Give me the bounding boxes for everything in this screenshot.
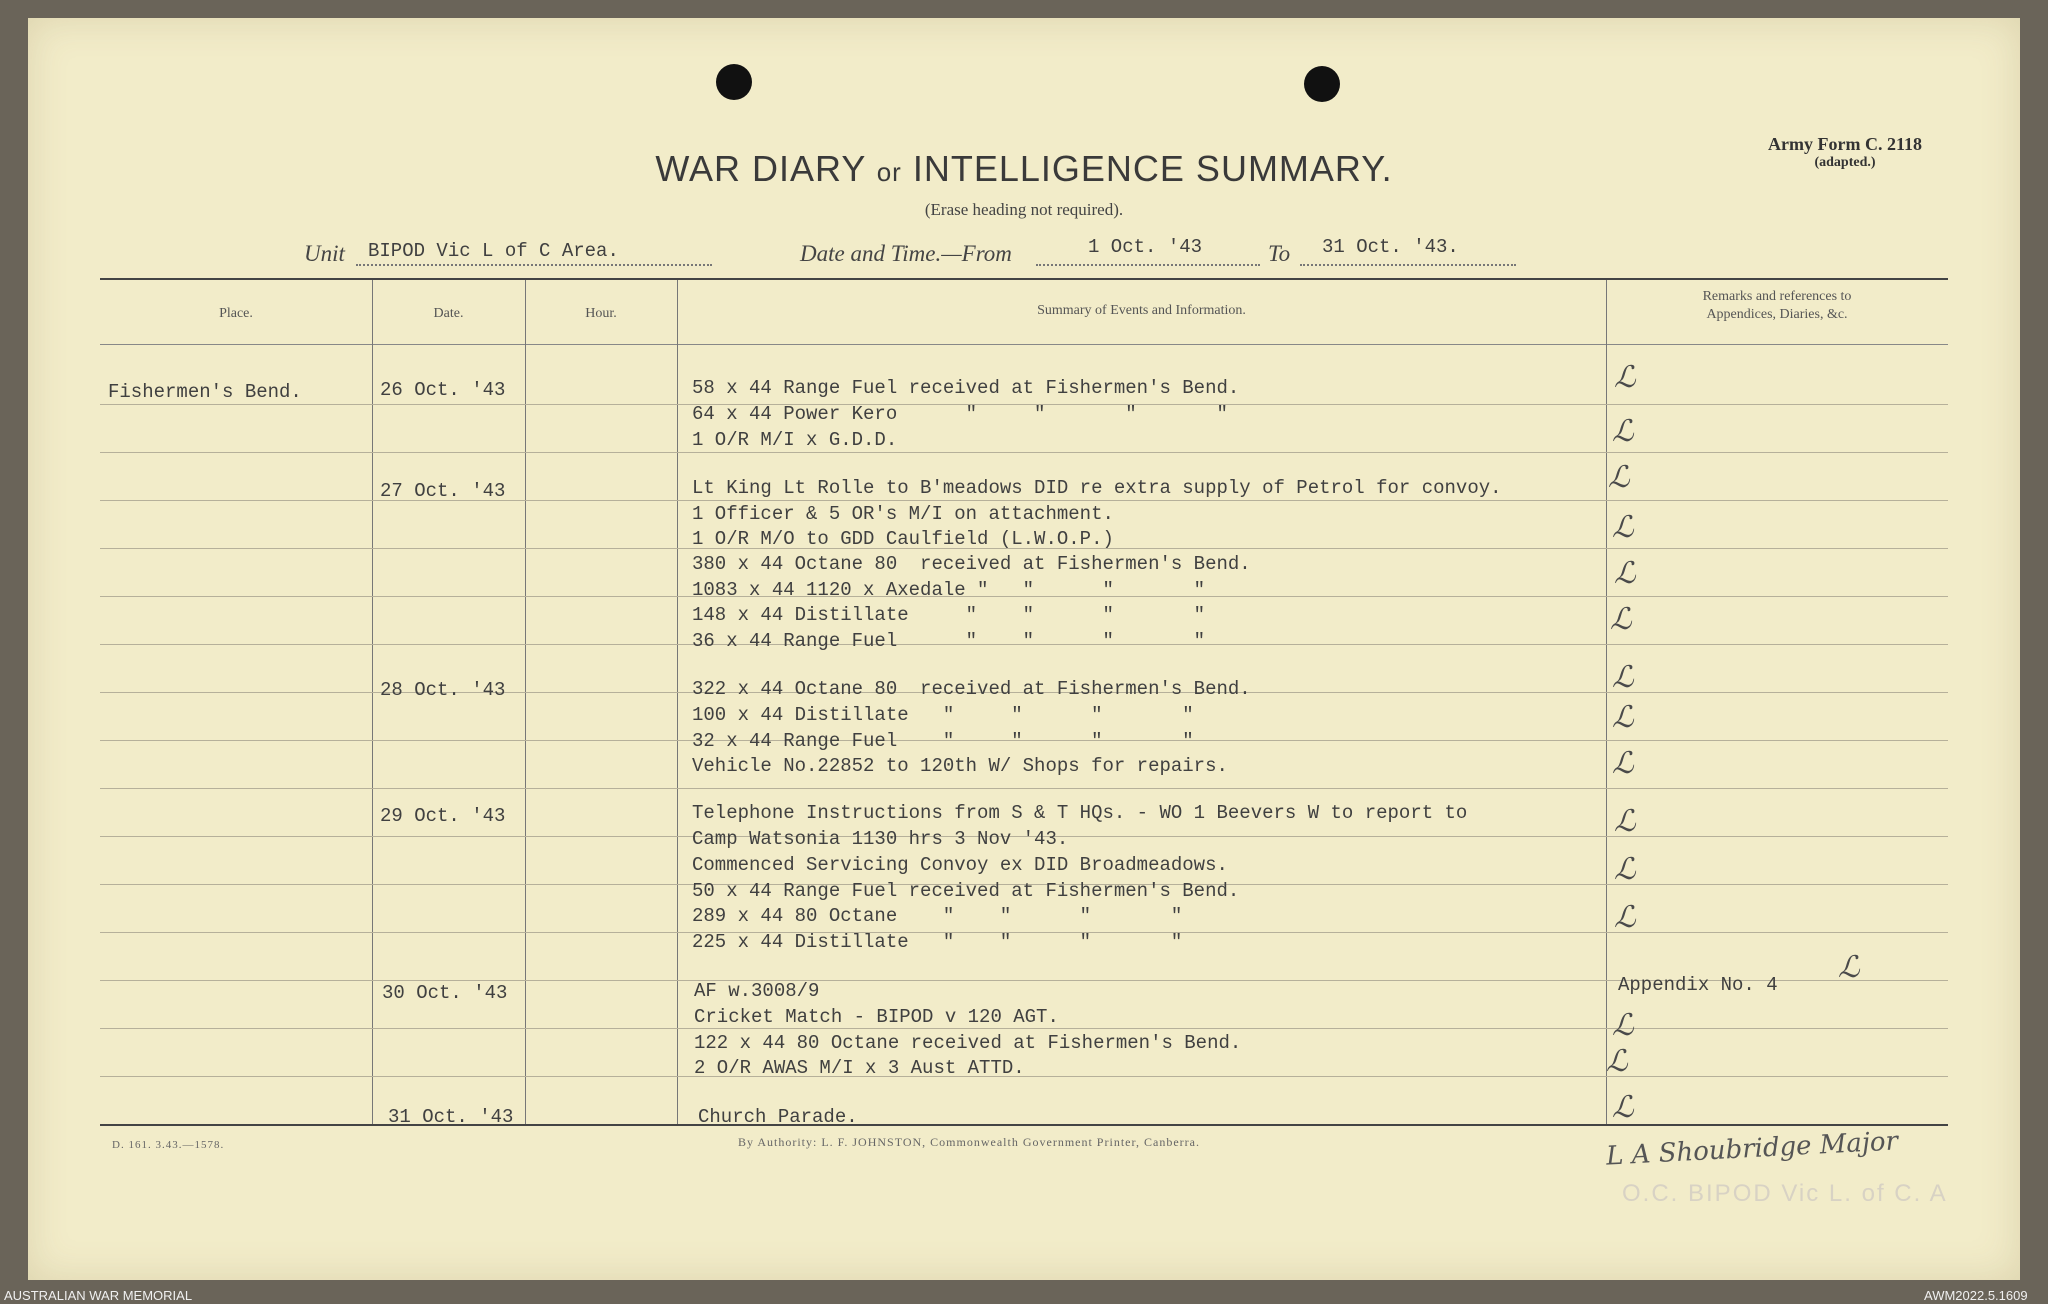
date-from-dots bbox=[1036, 264, 1260, 266]
date-entry: 31 Oct. '43 bbox=[388, 1106, 514, 1128]
unit-value: BIPOD Vic L of C Area. bbox=[368, 240, 619, 262]
entry-line: 50 x 44 Range Fuel received at Fishermen's Bend. bbox=[692, 880, 1240, 902]
table-bottom-rule bbox=[100, 1124, 1948, 1126]
row-rule bbox=[100, 452, 1948, 453]
collection-caption: AUSTRALIAN WAR MEMORIAL bbox=[4, 1288, 193, 1303]
entry-line: 148 x 44 Distillate " " " " bbox=[692, 604, 1206, 626]
entry-line: 32 x 44 Range Fuel " " " " bbox=[692, 730, 1194, 752]
date-from-value: 1 Oct. '43 bbox=[1088, 236, 1203, 258]
entry-line: 380 x 44 Octane 80 received at Fishermen's Bend. bbox=[692, 553, 1251, 575]
appendix-note: Appendix No. 4 bbox=[1618, 974, 1778, 996]
check-mark-icon: ℒ bbox=[1614, 900, 1636, 935]
to-label: To bbox=[1268, 241, 1291, 266]
unit-stamp: O.C. BIPOD Vic L. of C. A bbox=[1622, 1180, 1948, 1207]
check-mark-icon: ℒ bbox=[1612, 660, 1634, 695]
punch-hole-left bbox=[716, 64, 752, 100]
entry-line: 36 x 44 Range Fuel " " " " bbox=[692, 630, 1206, 652]
accession-number: AWM2022.5.1609 bbox=[1924, 1288, 2028, 1303]
row-rule bbox=[100, 788, 1948, 789]
check-mark-icon: ℒ bbox=[1612, 1008, 1634, 1043]
entry-line: AF w.3008/9 bbox=[694, 980, 820, 1002]
check-mark-icon: ℒ bbox=[1614, 556, 1636, 591]
col-remarks-header: Remarks and references to Appendices, Diaries, &c. bbox=[1702, 289, 1852, 322]
punch-hole-right bbox=[1304, 66, 1340, 102]
entry-line: Lt King Lt Rolle to B'meadows DID re extra supply of Petrol for convoy. bbox=[692, 477, 1502, 499]
army-form-label: Army Form C. 2118 (adapted.) bbox=[1768, 134, 1922, 170]
entry-line: 322 x 44 Octane 80 received at Fishermen's Bend. bbox=[692, 678, 1251, 700]
printer-imprint: By Authority: L. F. JOHNSTON, Commonwealth Government Printer, Canberra. bbox=[738, 1135, 1200, 1149]
unit-dots bbox=[356, 264, 712, 266]
entry-line: 1 Officer & 5 OR's M/I on attachment. bbox=[692, 503, 1114, 525]
entry-line: 122 x 44 80 Octane received at Fishermen's Bend. bbox=[694, 1032, 1242, 1054]
entry-line: 2 O/R AWAS M/I x 3 Aust ATTD. bbox=[694, 1057, 1025, 1079]
row-rule bbox=[100, 500, 1948, 501]
date-to-value: 31 Oct. '43. bbox=[1322, 236, 1459, 258]
col-place-header: Place. bbox=[219, 306, 253, 321]
entry-line: 100 x 44 Distillate " " " " bbox=[692, 704, 1194, 726]
date-entry: 27 Oct. '43 bbox=[380, 480, 506, 502]
date-to-dots bbox=[1300, 264, 1516, 266]
entry-line: Telephone Instructions from S & T HQs. - WO 1 Beevers W to report to bbox=[692, 802, 1468, 824]
check-mark-icon: ℒ bbox=[1612, 746, 1634, 781]
subtitle: (Erase heading not required). bbox=[924, 200, 1124, 219]
entry-line: 1 O/R M/O to GDD Caulfield (L.W.O.P.) bbox=[692, 528, 1114, 550]
column-divider-2 bbox=[525, 280, 526, 1124]
check-mark-icon: ℒ bbox=[1614, 852, 1636, 887]
check-mark-icon: ℒ bbox=[1606, 1044, 1628, 1079]
page-title: WAR DIARY or INTELLIGENCE SUMMARY. bbox=[655, 148, 1393, 189]
entry-line: Church Parade. bbox=[698, 1106, 858, 1128]
col-hour-header: Hour. bbox=[585, 306, 617, 321]
entry-line: Camp Watsonia 1130 hrs 3 Nov '43. bbox=[692, 828, 1069, 850]
check-mark-icon: ℒ bbox=[1612, 700, 1634, 735]
date-entry: 26 Oct. '43 bbox=[380, 379, 506, 401]
officer-signature: L A Shoubridge Major bbox=[1605, 1126, 1899, 1172]
check-mark-icon: ℒ bbox=[1838, 950, 1860, 985]
column-divider-3 bbox=[677, 280, 678, 1124]
col-date-header: Date. bbox=[433, 306, 464, 321]
col-summary-header: Summary of Events and Information. bbox=[1037, 303, 1246, 318]
entry-line: Cricket Match - BIPOD v 120 AGT. bbox=[694, 1006, 1059, 1028]
entry-line: 225 x 44 Distillate " " " " bbox=[692, 931, 1183, 953]
date-entry: 30 Oct. '43 bbox=[382, 982, 508, 1004]
date-entry: 29 Oct. '43 bbox=[380, 805, 506, 827]
check-mark-icon: ℒ bbox=[1614, 804, 1636, 839]
row-rule bbox=[100, 1028, 1948, 1029]
entry-line: 64 x 44 Power Kero " " " " bbox=[692, 403, 1228, 425]
column-divider-4 bbox=[1606, 280, 1607, 1124]
check-mark-icon: ℒ bbox=[1610, 602, 1632, 637]
check-mark-icon: ℒ bbox=[1612, 1090, 1634, 1125]
check-mark-icon: ℒ bbox=[1614, 360, 1636, 395]
entry-line: Vehicle No.22852 to 120th W/ Shops for repairs. bbox=[692, 755, 1228, 777]
column-divider-1 bbox=[372, 280, 373, 1124]
check-mark-icon: ℒ bbox=[1612, 414, 1634, 449]
entry-line: 1 O/R M/I x G.D.D. bbox=[692, 429, 898, 451]
entry-line: 289 x 44 80 Octane " " " " bbox=[692, 905, 1183, 927]
entry-line: Commenced Servicing Convoy ex DID Broadmeadows. bbox=[692, 854, 1228, 876]
date-entry: 28 Oct. '43 bbox=[380, 679, 506, 701]
check-mark-icon: ℒ bbox=[1612, 510, 1634, 545]
place-entry: Fishermen's Bend. bbox=[108, 381, 302, 403]
date-time-label: Date and Time.—From bbox=[800, 241, 1012, 266]
entry-line: 1083 x 44 1120 x Axedale " " " " bbox=[692, 579, 1206, 601]
table-top-rule bbox=[100, 278, 1948, 280]
unit-label: Unit bbox=[304, 241, 345, 266]
check-mark-icon: ℒ bbox=[1608, 460, 1630, 495]
header-underline bbox=[100, 344, 1948, 345]
form-code: D. 161. 3.43.—1578. bbox=[112, 1139, 225, 1151]
entry-line: 58 x 44 Range Fuel received at Fishermen's Bend. bbox=[692, 377, 1240, 399]
